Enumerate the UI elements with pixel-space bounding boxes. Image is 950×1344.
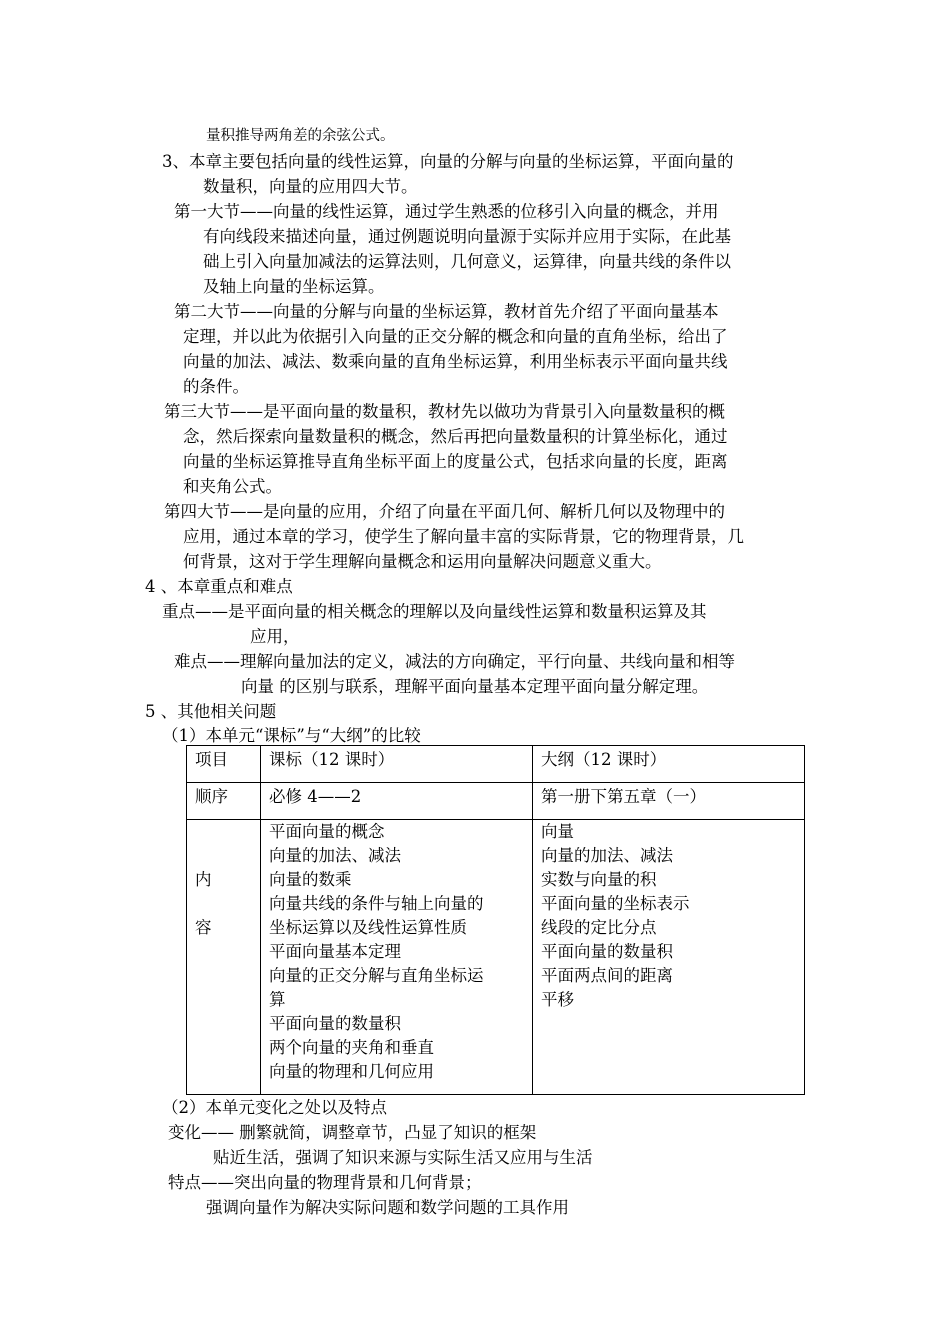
changes-line-2: 贴近生活，强调了知识来源与实际生活又应用与生活 bbox=[213, 1148, 593, 1167]
section-3-heading: 3、本章主要包括向量的线性运算，向量的分解与向量的坐标运算，平面向量的 bbox=[162, 152, 734, 171]
section-2-line-4: 的条件。 bbox=[183, 377, 249, 396]
features-line-1: 特点——突出向量的物理背景和几何背景； bbox=[168, 1173, 482, 1192]
list-item: 平面向量的数量积 bbox=[269, 1014, 401, 1033]
header-standard-cell: 课标（12 课时） bbox=[261, 746, 533, 783]
table-header-row bbox=[187, 746, 805, 783]
standard-content-cell bbox=[261, 820, 533, 1095]
table-content-row bbox=[187, 820, 805, 1095]
list-item: 平移 bbox=[541, 990, 574, 1009]
order-standard-cell: 必修 4——2 bbox=[261, 783, 533, 820]
outline-content-cell bbox=[533, 820, 805, 1095]
section-3-line-2: 念，然后探索向量数量积的概念，然后再把向量数量积的计算坐标化，通过 bbox=[183, 427, 728, 446]
list-item: 向量的数乘 bbox=[269, 870, 352, 889]
section-1-line-1: 第一大节——向量的线性运算，通过学生熟悉的位移引入向量的概念，并用 bbox=[174, 202, 719, 221]
section-2-line-3: 向量的加法、减法、数乘向量的直角坐标运算，利用坐标表示平面向量共线 bbox=[183, 352, 728, 371]
difficulties-line-1: 难点——理解向量加法的定义，减法的方向确定，平行向量、共线向量和相等 bbox=[174, 652, 735, 671]
heading-5: 5 、其他相关问题 bbox=[145, 702, 277, 721]
content-label-char-2: 容 bbox=[195, 918, 212, 937]
heading-4: 4 、本章重点和难点 bbox=[145, 577, 293, 596]
key-points-line-2: 应用， bbox=[250, 627, 300, 646]
content-label-cell bbox=[187, 820, 261, 1095]
header-outline-cell: 大纲（12 课时） bbox=[533, 746, 805, 783]
comparison-table bbox=[186, 745, 805, 1095]
section-4-line-2: 应用，通过本章的学习，使学生了解向量丰富的实际背景，它的物理背景，几 bbox=[183, 527, 744, 546]
section-4-line-1: 第四大节——是向量的应用，介绍了向量在平面几何、解析几何以及物理中的 bbox=[164, 502, 725, 521]
difficulties-line-2: 向量 的区别与联系，理解平面向量基本定理平面向量分解定理。 bbox=[241, 677, 709, 696]
list-item: 实数与向量的积 bbox=[541, 870, 657, 889]
section-1-line-4: 及轴上向量的坐标运算。 bbox=[203, 277, 385, 296]
list-item: 线段的定比分点 bbox=[541, 918, 657, 937]
header-item-cell: 项目 bbox=[187, 746, 261, 783]
list-item: 两个向量的夹角和垂直 bbox=[269, 1038, 434, 1057]
list-item: 向量的加法、减法 bbox=[269, 846, 401, 865]
list-item: 坐标运算以及线性运算性质 bbox=[269, 918, 467, 937]
list-item: 向量的加法、减法 bbox=[541, 846, 673, 865]
changes-line-1: 变化—— 删繁就简，调整章节，凸显了知识的框架 bbox=[168, 1123, 537, 1142]
section-3-line-1: 第三大节——是平面向量的数量积，教材先以做功为背景引入向量数量积的概 bbox=[164, 402, 725, 421]
list-item: 向量共线的条件与轴上向量的 bbox=[269, 894, 484, 913]
subheading-2: （2）本单元变化之处以及特点 bbox=[162, 1098, 387, 1117]
section-1-line-2: 有向线段来描述向量，通过例题说明向量源于实际并应用于实际，在此基 bbox=[203, 227, 731, 246]
features-line-2: 强调向量作为解决实际问题和数学问题的工具作用 bbox=[206, 1198, 569, 1217]
section-4-line-3: 何背景，这对于学生理解向量概念和运用向量解决问题意义重大。 bbox=[183, 552, 662, 571]
text-line-03: 数量积，向量的应用四大节。 bbox=[203, 177, 418, 196]
section-3-line-3: 向量的坐标运算推导直角坐标平面上的度量公式，包括求向量的长度，距离 bbox=[183, 452, 728, 471]
order-outline-cell: 第一册下第五章（一） bbox=[533, 783, 805, 820]
section-1-line-3: 础上引入向量加减法的运算法则，几何意义，运算律，向量共线的条件以 bbox=[203, 252, 731, 271]
table-order-row bbox=[187, 783, 805, 820]
list-item: 平面向量的坐标表示 bbox=[541, 894, 690, 913]
list-item: 向量 bbox=[541, 822, 574, 841]
section-2-line-1: 第二大节——向量的分解与向量的坐标运算，教材首先介绍了平面向量基本 bbox=[174, 302, 719, 321]
key-points-line-1: 重点——是平面向量的相关概念的理解以及向量线性运算和数量积运算及其 bbox=[162, 602, 707, 621]
list-item: 平面向量的概念 bbox=[269, 822, 385, 841]
list-item: 向量的正交分解与直角坐标运 bbox=[269, 966, 484, 985]
list-item: 平面向量基本定理 bbox=[269, 942, 401, 961]
list-item: 平面向量的数量积 bbox=[541, 942, 673, 961]
list-item: 向量的物理和几何应用 bbox=[269, 1062, 434, 1081]
list-item: 算 bbox=[269, 990, 286, 1009]
section-3-line-4: 和夹角公式。 bbox=[183, 477, 282, 496]
list-item: 平面两点间的距离 bbox=[541, 966, 673, 985]
order-label-cell: 顺序 bbox=[187, 783, 261, 820]
text-line-01: 量积推导两角差的余弦公式。 bbox=[206, 128, 395, 144]
table-caption: （1）本单元“课标”与“大纲”的比较 bbox=[162, 726, 421, 745]
content-label-char-1: 内 bbox=[195, 870, 212, 889]
section-2-line-2: 定理，并以此为依据引入向量的正交分解的概念和向量的直角坐标，给出了 bbox=[183, 327, 728, 346]
